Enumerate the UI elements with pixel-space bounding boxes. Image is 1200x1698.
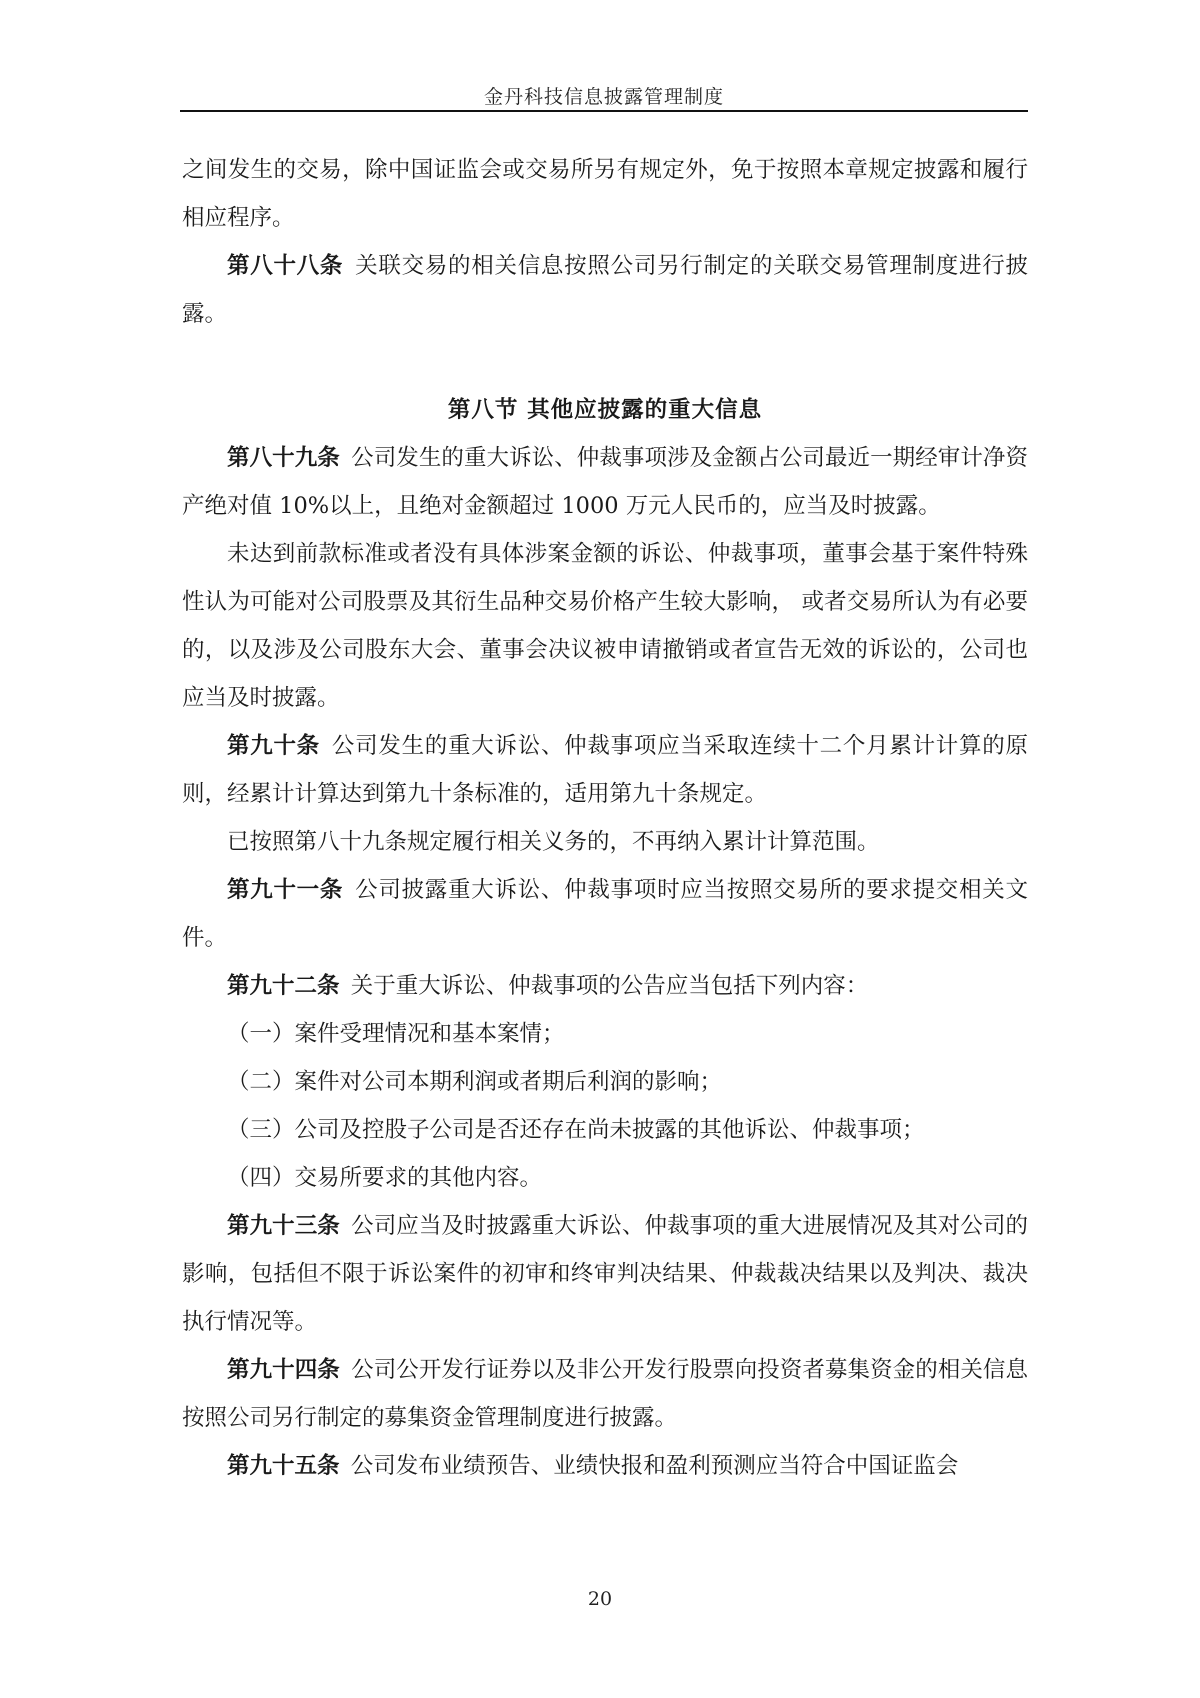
article-paragraph — [182, 1202, 1028, 1346]
article-paragraph — [182, 962, 1028, 1010]
article-paragraph — [182, 722, 1028, 818]
article-number: 第九十一条 — [227, 877, 344, 903]
article-number: 第九十二条 — [227, 973, 340, 999]
paragraph-text: 公司发生的重大诉讼、仲裁事项应当采取连续十二个月累计计算的原则，经累计计算达到第九十条标准的，适用第九十条规定。 — [182, 733, 1028, 807]
article-number: 第九十四条 — [227, 1357, 340, 1383]
paragraph-text: 公司发生的重大诉讼、仲裁事项涉及金额占公司最近一期经审计净资产绝对值 10%以上，且绝对金额超过 1000 万元人民币的，应当及时披露。 — [182, 445, 1028, 519]
paragraph — [182, 1058, 1028, 1106]
paragraph-text: 关联交易的相关信息按照公司另行制定的关联交易管理制度进行披露。 — [182, 253, 1028, 327]
article-paragraph — [182, 434, 1028, 530]
article-paragraph — [182, 242, 1028, 338]
paragraph-text: 公司应当及时披露重大诉讼、仲裁事项的重大进展情况及其对公司的影响，包括但不限于诉讼案件的初审和终审判决结果、仲裁裁决结果以及判决、裁决执行情况等。 — [182, 1213, 1028, 1335]
article-paragraph — [182, 866, 1028, 962]
paragraph — [182, 1010, 1028, 1058]
paragraph — [182, 530, 1028, 722]
paragraph — [182, 1154, 1028, 1202]
article-paragraph — [182, 1346, 1028, 1442]
paragraph-text: （一）案件受理情况和基本案情； — [227, 1021, 565, 1047]
article-number: 第八十八条 — [227, 253, 344, 279]
article-paragraph — [182, 1442, 1028, 1490]
paragraph-text: 公司公开发行证券以及非公开发行股票向投资者募集资金的相关信息按照公司另行制定的募集资金管理制度进行披露。 — [182, 1357, 1028, 1431]
section-gap — [182, 338, 1028, 386]
paragraph-text: 公司披露重大诉讼、仲裁事项时应当按照交易所的要求提交相关文件。 — [182, 877, 1028, 951]
paragraph-text: 公司发布业绩预告、业绩快报和盈利预测应当符合中国证监会 — [350, 1453, 959, 1479]
paragraph-text: 之间发生的交易，除中国证监会或交易所另有规定外，免于按照本章规定披露和履行相应程序。 — [182, 157, 1028, 231]
header-rule — [180, 110, 1028, 112]
paragraph-text: 未达到前款标准或者没有具体涉案金额的诉讼、仲裁事项，董事会基于案件特殊性认为可能对公司股票及其衍生品种交易价格产生较大影响， 或者交易所认为有必要的，以及涉及公司股东大会、董事会决议被申请撤销或者宣告无效的诉讼的，公司也应当及时披露。 — [182, 541, 1028, 711]
paragraph-text: 关于重大诉讼、仲裁事项的公告应当包括下列内容： — [350, 973, 869, 999]
paragraph — [182, 146, 1028, 242]
document-body — [182, 146, 1028, 1490]
article-number: 第九十五条 — [227, 1453, 340, 1479]
paragraph — [182, 818, 1028, 866]
paragraph — [182, 1106, 1028, 1154]
paragraph-text: （三）公司及控股子公司是否还存在尚未披露的其他诉讼、仲裁事项； — [227, 1117, 925, 1143]
article-number: 第九十条 — [227, 733, 320, 759]
section-heading: 第八节 其他应披露的重大信息 — [447, 397, 763, 423]
article-number: 第八十九条 — [227, 445, 340, 471]
article-number: 第九十三条 — [227, 1213, 340, 1239]
running-header: 金丹科技信息披露管理制度 — [483, 86, 724, 108]
paragraph-text: 已按照第八十九条规定履行相关义务的，不再纳入累计计算范围。 — [227, 829, 880, 855]
page-number: 20 — [587, 1588, 613, 1610]
paragraph-text: （四）交易所要求的其他内容。 — [227, 1165, 543, 1191]
paragraph-text: （二）案件对公司本期利润或者期后利润的影响； — [227, 1069, 723, 1095]
